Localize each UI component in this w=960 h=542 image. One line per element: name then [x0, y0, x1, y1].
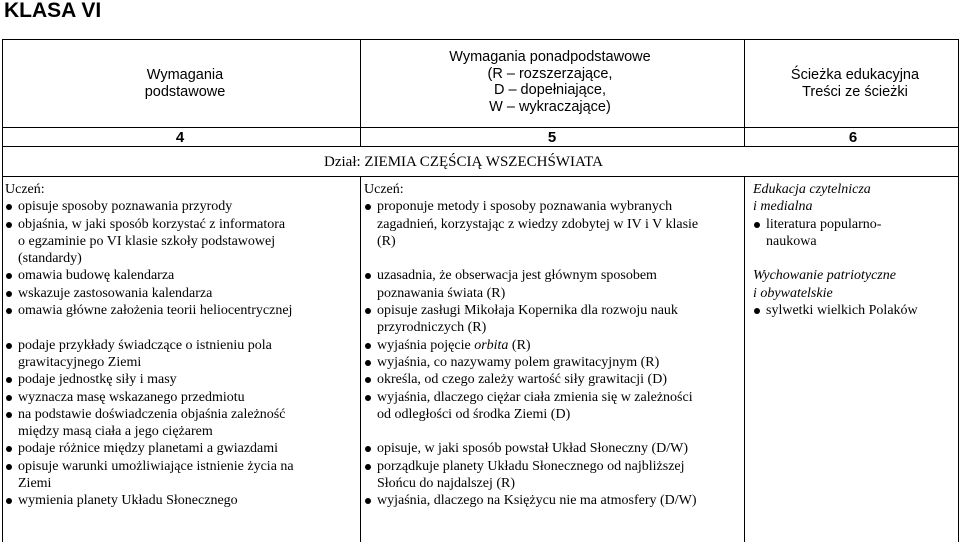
list-item-text: wyjaśnia pojęcie — [377, 337, 471, 353]
list-item-text: (R) — [511, 337, 531, 353]
list-item — [5, 337, 357, 372]
bullet-icon — [6, 377, 12, 383]
column-divider-2 — [744, 39, 745, 147]
number-row-divider — [2, 146, 959, 147]
header-basic-requirements — [100, 67, 270, 100]
basic-list-1 — [5, 198, 357, 267]
list-item-text: poznawania świata (R) — [377, 285, 506, 301]
list-item-text: wymienia planety Układu Słonecznego — [18, 493, 238, 509]
list-item-text: naukowa — [766, 233, 817, 249]
bullet-icon — [365, 308, 371, 314]
spacer — [5, 319, 357, 336]
list-item-text: opisuje warunki umożliwiające istnienie życia na — [18, 458, 294, 474]
bullet-icon — [6, 464, 12, 470]
list-item-text: między masą ciała a jego ciężarem — [18, 424, 213, 440]
list-item — [5, 198, 357, 215]
list-item-text: opisuje, w jaki sposób powstał Układ Słoneczny (D/W) — [377, 441, 689, 457]
bullet-icon — [6, 343, 12, 349]
list-item-text: od odległości od środka Ziemi (D) — [377, 406, 571, 422]
bullet-icon — [6, 291, 12, 297]
list-item-text: wyjaśnia, dlaczego ciężar ciała zmienia się w zależności — [377, 389, 693, 405]
bullet-icon — [6, 273, 12, 279]
list-item — [364, 354, 742, 371]
list-item-text: opisuje zasługi Mikołaja Kopernika dla rozwoju nauk — [377, 303, 678, 319]
column-number-6: 6 — [848, 129, 858, 146]
column-divider-1 — [360, 39, 361, 147]
list-item-text: przyrodniczych (R) — [377, 320, 487, 336]
table-border-right — [958, 39, 959, 542]
list-item-text: porządkuje planety Układu Słonecznego od najbliższej — [377, 458, 685, 474]
bullet-icon — [754, 222, 760, 228]
header-col2-line2: (R – rozszerzające, — [487, 65, 613, 82]
bullet-icon — [365, 360, 371, 366]
bullet-icon — [365, 204, 371, 210]
page-title: KLASA VI — [4, 0, 102, 22]
header-col1-line2: podstawowe — [144, 83, 226, 100]
spacer — [753, 250, 957, 267]
header-col1-line1: Wymagania — [146, 67, 224, 83]
list-item-text: objaśnia, w jaki sposób korzystać z informatora — [18, 216, 286, 232]
list-item-text: proponuje metody i sposoby poznawania wybranych — [377, 199, 673, 215]
bullet-icon — [6, 308, 12, 314]
list-item-text: zagadnień, korzystając z wiedzy zdobytej w IV i V klasie — [377, 216, 699, 232]
bullet-icon — [6, 446, 12, 452]
list-item-text: uzasadnia, że obserwacja jest głównym sposobem — [377, 268, 657, 284]
list-item — [5, 267, 357, 284]
list-item — [5, 302, 357, 319]
path-heading: Wychowanie patriotyczne — [753, 268, 896, 284]
basic-list-2 — [5, 267, 357, 319]
list-item — [364, 302, 742, 337]
list-item-term: orbita — [474, 337, 509, 353]
list-item-text: wyjaśnia, co nazywamy polem grawitacyjnym (R) — [377, 354, 660, 370]
spacer — [364, 423, 742, 440]
list-item — [5, 216, 357, 268]
list-item-text: wskazuje zastosowania kalendarza — [18, 285, 213, 301]
student-label: Uczeń: — [364, 182, 404, 197]
section-title: Dział: ZIEMIA CZĘŚCIĄ WSZECHŚWIATA — [324, 154, 603, 170]
path-heading: i medialna — [753, 199, 813, 215]
list-item — [364, 371, 742, 388]
extended-list-2 — [364, 267, 742, 353]
extended-list-3 — [364, 354, 742, 423]
list-item — [5, 371, 357, 388]
extended-list-4 — [364, 440, 742, 509]
spacer — [364, 250, 742, 267]
basic-requirements-column — [5, 181, 357, 510]
student-label: Uczeń: — [5, 182, 45, 197]
table-border-top — [2, 39, 959, 40]
bullet-icon — [365, 446, 371, 452]
list-item — [5, 458, 357, 493]
list-item — [364, 267, 742, 302]
list-item-text: (R) — [377, 233, 396, 249]
bullet-icon — [365, 377, 371, 383]
list-item-text: literatura popularno- — [766, 216, 882, 232]
list-item-text: Słońcu do najdalszej (R) — [377, 476, 516, 492]
header-col2-line4: W – wykraczające) — [489, 98, 611, 115]
list-item-text: podaje przykłady świadczące o istnieniu pola — [18, 337, 272, 353]
bullet-icon — [365, 343, 371, 349]
list-item — [753, 216, 957, 251]
list-item-text: omawia budowę kalendarza — [18, 268, 175, 284]
bullet-icon — [6, 222, 12, 228]
list-item — [364, 389, 742, 424]
column-divider-2-body — [744, 176, 745, 542]
column-divider-1-body — [360, 176, 361, 542]
list-item-text: omawia główne założenia teorii heliocentrycznej — [18, 303, 293, 319]
column-number-4: 4 — [175, 129, 185, 146]
path-heading: Edukacja czytelnicza — [753, 182, 871, 197]
column-number-5: 5 — [547, 129, 557, 146]
list-item — [364, 440, 742, 457]
list-item — [753, 302, 957, 319]
path-list-1 — [753, 216, 957, 251]
list-item-text: podaje różnice między planetami a gwiazdami — [18, 441, 279, 457]
bullet-icon — [365, 395, 371, 401]
list-item — [364, 198, 742, 250]
header-col3-line1: Ścieżka edukacyjna — [790, 67, 920, 83]
list-item-text: określa, od czego zależy wartość siły grawitacji (D) — [377, 372, 667, 388]
list-item — [5, 492, 357, 509]
bullet-icon — [365, 464, 371, 470]
list-item — [5, 440, 357, 457]
list-item-text: o egzaminie po VI klasie szkoły podstawowej — [18, 233, 276, 249]
bullet-icon — [6, 498, 12, 504]
list-item — [5, 406, 357, 441]
list-item-text: opisuje sposoby poznawania przyrody — [18, 199, 233, 215]
bullet-icon — [365, 273, 371, 279]
path-heading: i obywatelskie — [753, 285, 833, 301]
extended-requirements-column — [364, 181, 742, 510]
header-col3-line2: Treści ze ścieżki — [802, 83, 908, 100]
extended-list-1 — [364, 198, 742, 250]
list-item-text: na podstawie doświadczenia objaśnia zależność — [18, 406, 286, 422]
list-item — [5, 389, 357, 406]
section-divider — [2, 176, 959, 177]
bullet-icon — [6, 395, 12, 401]
table-border-left — [2, 39, 3, 542]
list-item-text: sylwetki wielkich Polaków — [766, 303, 918, 319]
list-item — [364, 458, 742, 493]
list-item-text: wyjaśnia, dlaczego na Księżycu nie ma atmosfery (D/W) — [377, 493, 697, 509]
header-educational-path — [760, 67, 950, 100]
bullet-icon — [6, 412, 12, 418]
list-item-text: wyznacza masę wskazanego przedmiotu — [18, 389, 245, 405]
header-col2-line1: Wymagania ponadpodstawowe — [449, 49, 651, 65]
list-item — [364, 337, 742, 354]
list-item-text: Ziemi — [18, 476, 52, 492]
basic-list-3 — [5, 337, 357, 510]
list-item-text: grawitacyjnego Ziemi — [18, 354, 142, 370]
list-item — [5, 285, 357, 302]
header-divider — [2, 127, 959, 128]
header-col2-line3: D – dopełniające, — [493, 82, 607, 98]
bullet-icon — [754, 308, 760, 314]
list-item — [364, 492, 742, 509]
header-extended-requirements — [380, 49, 720, 115]
bullet-icon — [365, 498, 371, 504]
educational-path-column — [753, 181, 957, 319]
list-item-text: (standardy) — [18, 251, 82, 267]
bullet-icon — [6, 204, 12, 210]
path-list-2 — [753, 302, 957, 319]
list-item-text: podaje jednostkę siły i masy — [18, 372, 177, 388]
